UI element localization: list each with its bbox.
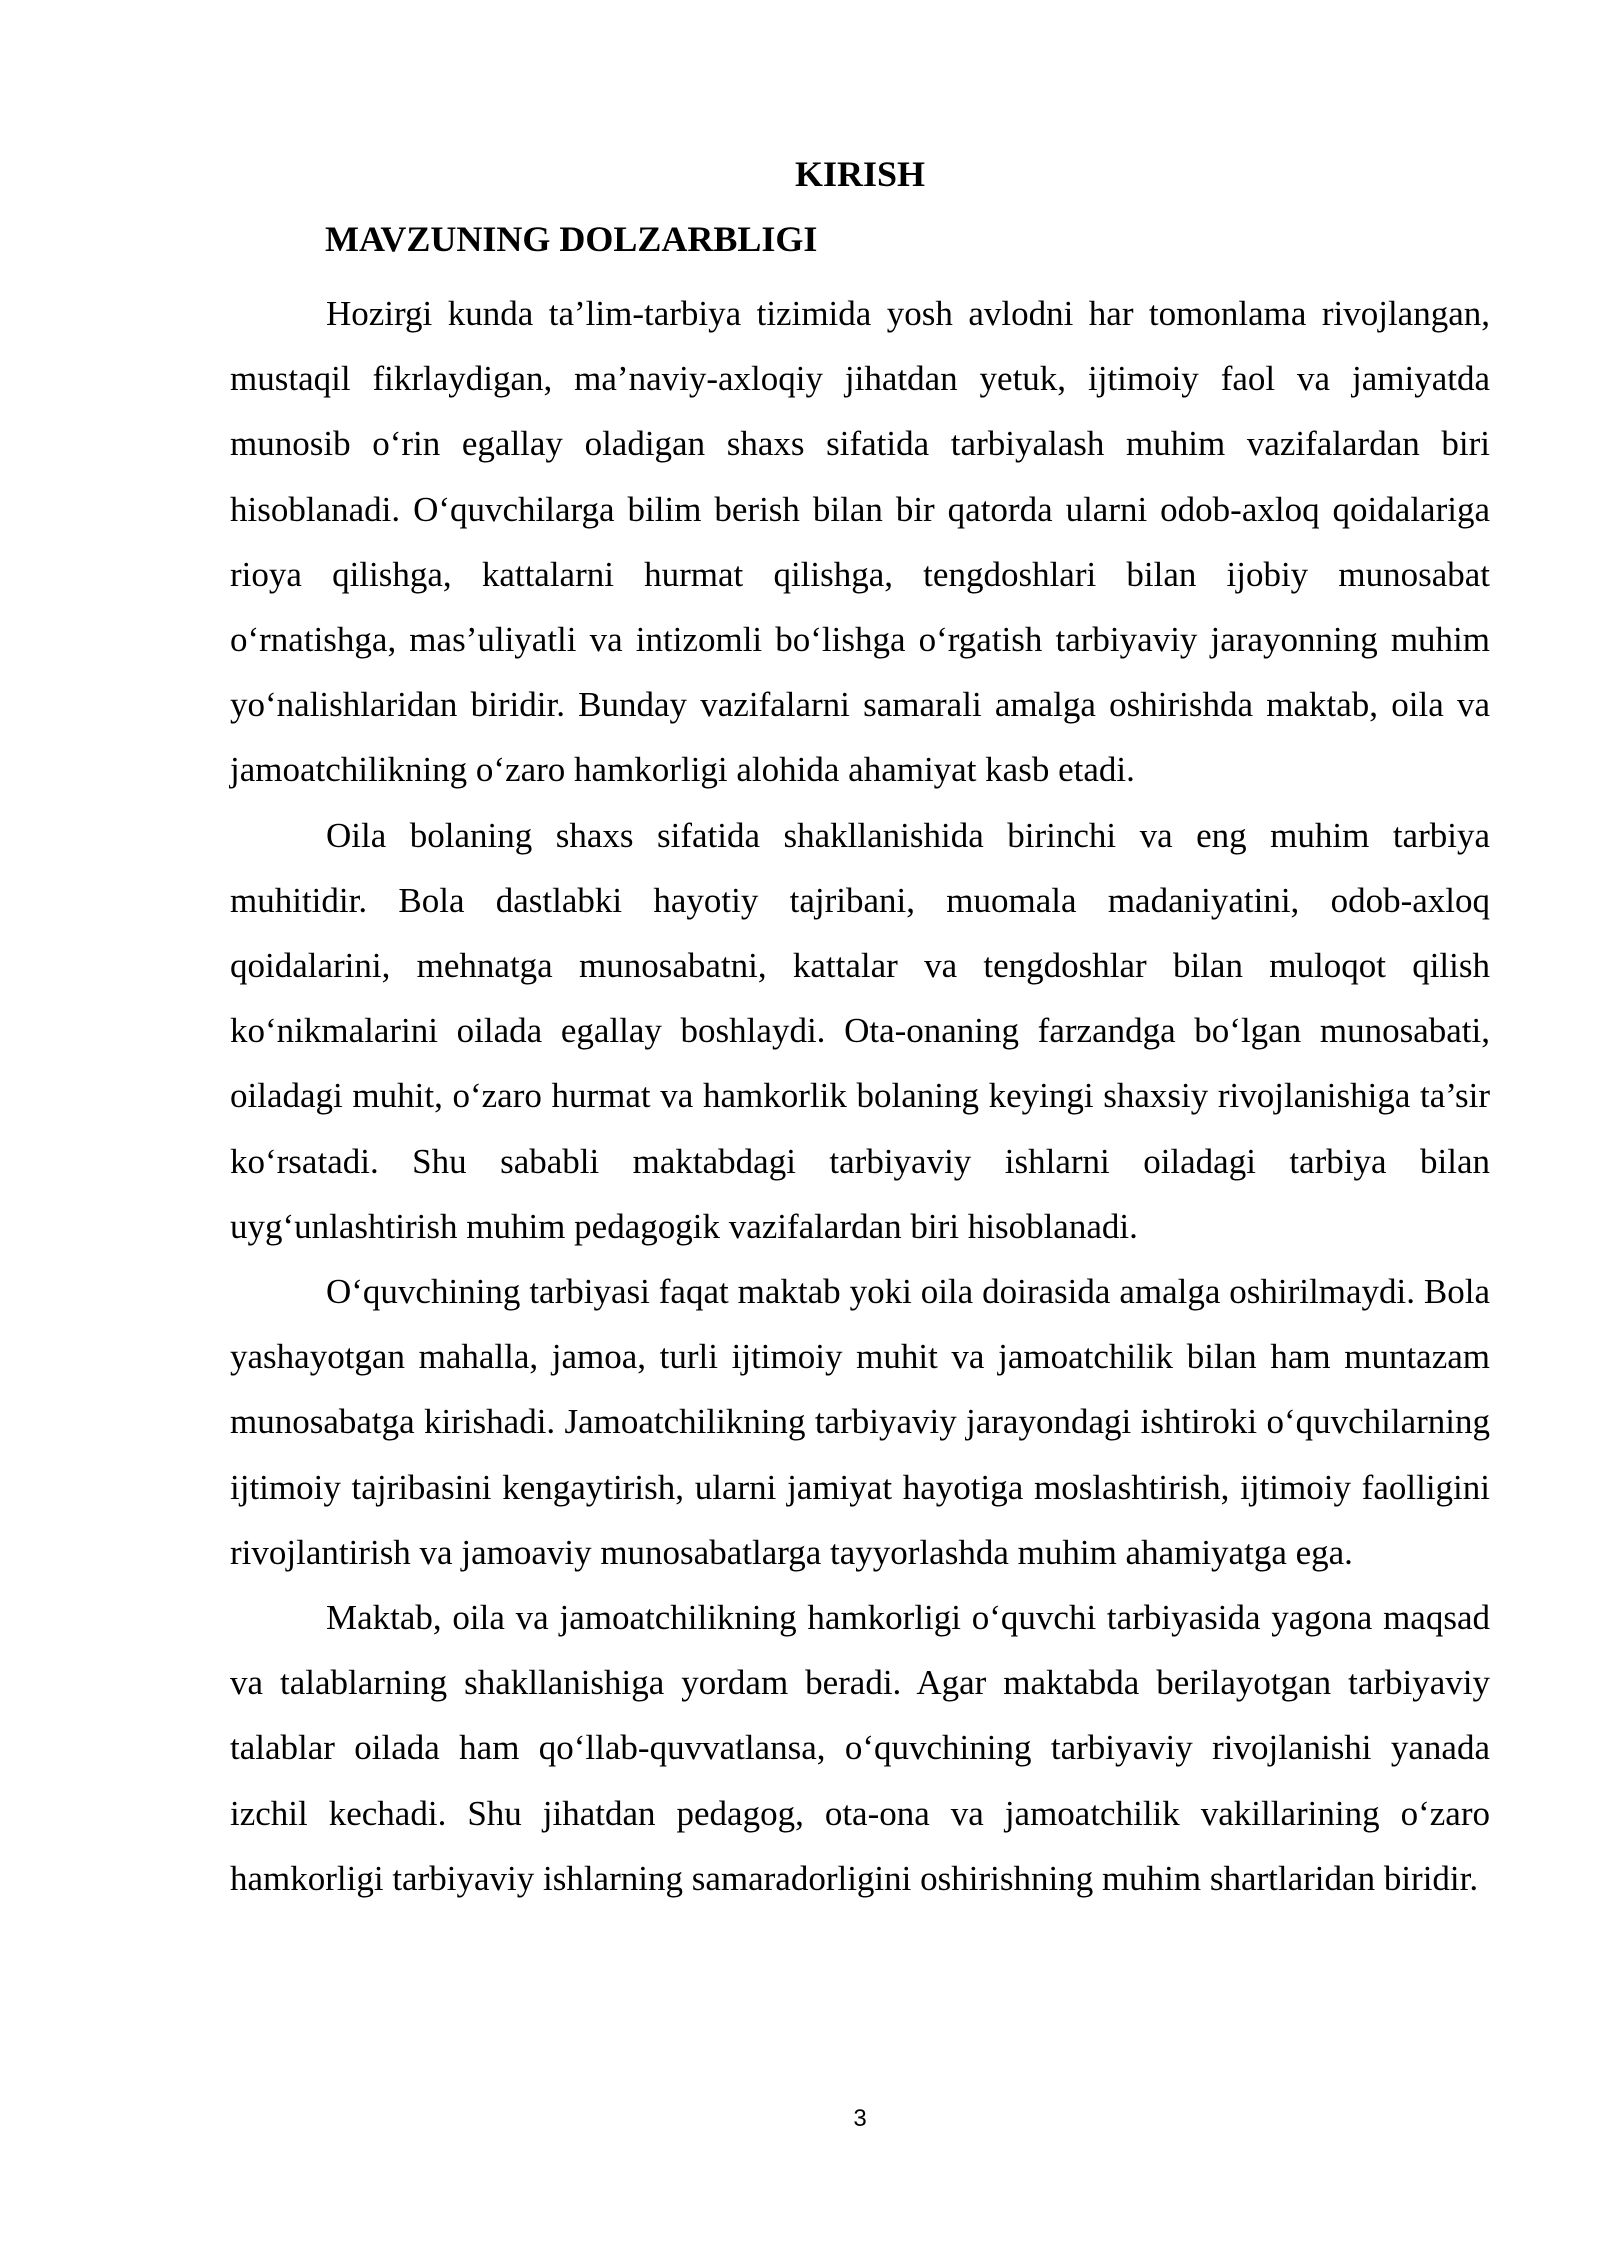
paragraph: O‘quvchining tarbiyasi faqat maktab yoki oila doirasida amalga oshirilmaydi. Bola yashayotgan mahalla, jamoa, turli ijtimoiy muhit va jamoatchilik bilan ham muntazam munosabatga kirishadi. Jamoatchilikning tarbiyaviy jarayondagi ishtiroki o‘quvchilarning ijtimoiy tajribasini kengaytirish, ularni jamiyat hayotiga moslashtirish, ijtimoiy faolligini rivojlantirish va jamoaviy munosabatlarga tayyorlashda muhim ahamiyatga ega.: [230, 1272, 1490, 1572]
page-title: KIRISH: [794, 154, 926, 194]
section-heading: MAVZUNING DOLZARBLIGI: [325, 219, 818, 259]
paragraph: Oila bolaning shaxs sifatida shakllanishida birinchi va eng muhim tarbiya muhitidir. Bola dastlabki hayotiy tajribani, muomala madaniyatini, odob-axloq qoidalarini, mehnatga munosabatni, kattalar va tengdoshlar bilan muloqot qilish ko‘nikmalarini oilada egallay boshlaydi. Ota-onaning farzandga bo‘lgan munosabati, oiladagi muhit, o‘zaro hurmat va hamkorlik bolaning keyingi shaxsiy rivojlanishiga ta’sir ko‘rsatadi. Shu sababli maktabdagi tarbiyaviy ishlarni oiladagi tarbiya bilan uyg‘unlashtirish muhim pedagogik vazifalardan biri hisoblanadi.: [230, 815, 1490, 1246]
paragraph: Maktab, oila va jamoatchilikning hamkorligi o‘quvchi tarbiyasida yagona maqsad va talablarning shakllanishiga yordam beradi. Agar maktabda berilayotgan tarbiyaviy talablar oilada ham qo‘llab-quvvatlansa, o‘quvchining tarbiyaviy rivojlanishi yanada izchil kechadi. Shu jihatdan pedagog, ota-ona va jamoatchilik vakillarining o‘zaro hamkorligi tarbiyaviy ishlarning samaradorligini oshirishning muhim shartlaridan biridir.: [230, 1598, 1490, 1898]
paragraph: Hozirgi kunda ta’lim-tarbiya tizimida yosh avlodni har tomonlama rivojlangan, mustaqil fikrlaydigan, ma’naviy-axloqiy jihatdan yetuk, ijtimoiy faol va jamiyatda munosib o‘rin egallay oladigan shaxs sifatida tarbiyalash muhim vazifalardan biri hisoblanadi. O‘quvchilarga bilim berish bilan bir qatorda ularni odob-axloq qoidalariga rioya qilishga, kattalarni hurmat qilishga, tengdoshlari bilan ijobiy munosabat o‘rnatishga, mas’uliyatli va intizomli bo‘lishga o‘rgatish tarbiyaviy jarayonning muhim yo‘nalishlaridan biridir. Bunday vazifalarni samarali amalga oshirishda maktab, oila va jamoatchilikning o‘zaro hamkorligi alohida ahamiyat kasb etadi.: [230, 294, 1490, 790]
page-number: 3: [853, 2105, 867, 2132]
body-text: [230, 281, 1490, 1911]
